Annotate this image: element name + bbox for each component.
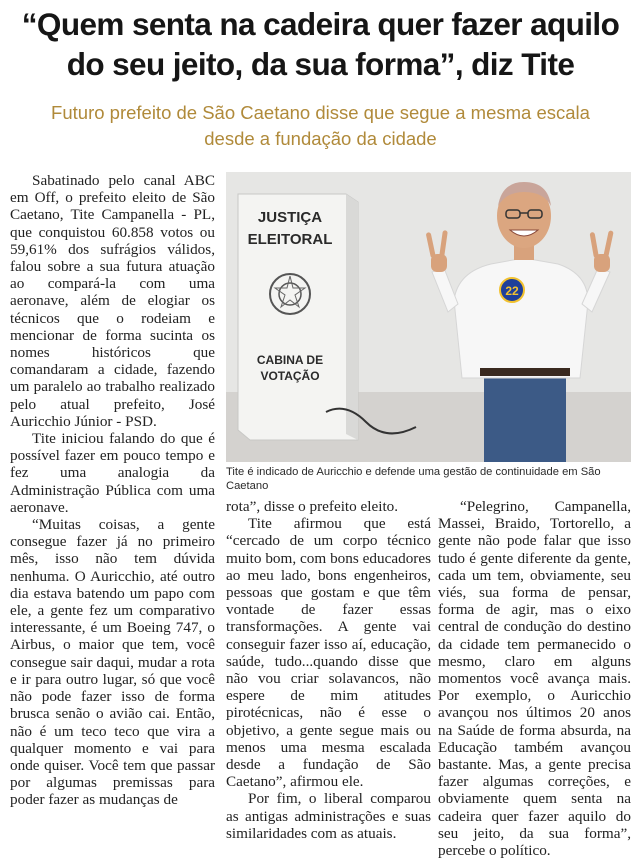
article-column-3 (438, 498, 631, 859)
paragraph: “Muitas coisas, a gente consegue fazer já no primeiro mês, isso não tem dúvida nenhuma. O Auricchio, até outro dia estava batendo um papo com ele, a gente fez um comparativo interessante, é um Boeing 747, o Airbus, o maior que tem, você consegue sair daqui, mudar a rota e ir para outro lugar, só que você não pode fazer isso de forma brusca senão o avião cai. Então, não é um teco teco que vira a qualquer momento e vai para onde quiser. Você tem que passar por algumas premissas para poder fazer as mudanças de (10, 516, 215, 809)
headline: “Quem senta na cadeira quer fazer aquilo do seu jeito, da sua forma”, diz Tite (21, 6, 620, 82)
article-column-2 (226, 498, 431, 842)
campaign-badge-number: 22 (505, 284, 519, 298)
booth-label-eleitoral: ELEITORAL (247, 231, 333, 248)
booth-label-votacao: VOTAÇÃO (260, 369, 320, 383)
paragraph: Por fim, o liberal comparou as antigas administrações e suas similaridades com as atuais. (226, 790, 431, 842)
photo (226, 172, 631, 462)
paragraph: Tite afirmou que está “cercado de um corpo técnico muito bom, com bons educadores ao meu lado, bons engenheiros, pessoas que gostam e que têm vontade de fazer essas transformações. A gente vai conseguir fazer isso aí, educação, saúde, tudo...quando disse que não vou criar solavancos, não espere de mim atitudes pirotécnicas, não é esse o objetivo, a gente segue mais ou menos uma mesma escalada desde a fundação de São Caetano”, afirmou ele. (226, 515, 431, 791)
photo-caption: Tite é indicado de Auricchio e defende uma gestão de continuidade em São Caetano (226, 466, 601, 492)
booth-label-cabina: CABINA DE (256, 353, 324, 367)
paragraph: Sabatinado pelo canal ABC em Off, o prefeito eleito de São Caetano, Tite Campanella - PL, que conquistou 60.858 votos ou 59,61% dos sufrágios válidos, falou sobre a sua futura atuação ao compará-la com uma aeronave, além de elogiar os técnicos que o rodeiam e mencionar de forma sucinta os nomes históricos que comandaram a cidade, fazendo um paralelo ao trabalho realizado pelo atual prefeito, José Auricchio Júnior - PSD. (10, 172, 215, 430)
shirt (454, 258, 588, 378)
subtitle: Futuro prefeito de São Caetano disse que segue a mesma escala desde a fundação da cidade (51, 102, 590, 149)
belt (480, 368, 570, 376)
paragraph: “Pelegrino, Campanella, Massei, Braido, Tortorello, a gente não pode falar que isso tudo é gente diferente da gente, cada um tem, obviamente, seu viés, sua forma de pensar, forma de agir, mas o eixo central de condução do destino da cidade tem permanecido o mesmo, claro em alguns momentos você avança mais. Por exemplo, o Auricchio avançou nos últimos 20 anos na Saúde de forma absurda, na Educação também avançou bastante. Mas, a gente precisa fazer algumas correções, e obviamente quem senta na cadeira quer fazer aquilo do seu jeito, da sua forma”, percebe o político. (438, 498, 631, 860)
article-column-1 (10, 172, 215, 809)
paragraph: Tite iniciou falando do que é possível fazer em pouco tempo e fez uma analogia da Administração Pública com uma aeronave. (10, 430, 215, 516)
photo-illustration (226, 172, 631, 462)
jeans (484, 367, 566, 462)
paragraph: rota”, disse o prefeito eleito. (226, 498, 399, 515)
booth-label-justica: JUSTIÇA (257, 209, 323, 226)
